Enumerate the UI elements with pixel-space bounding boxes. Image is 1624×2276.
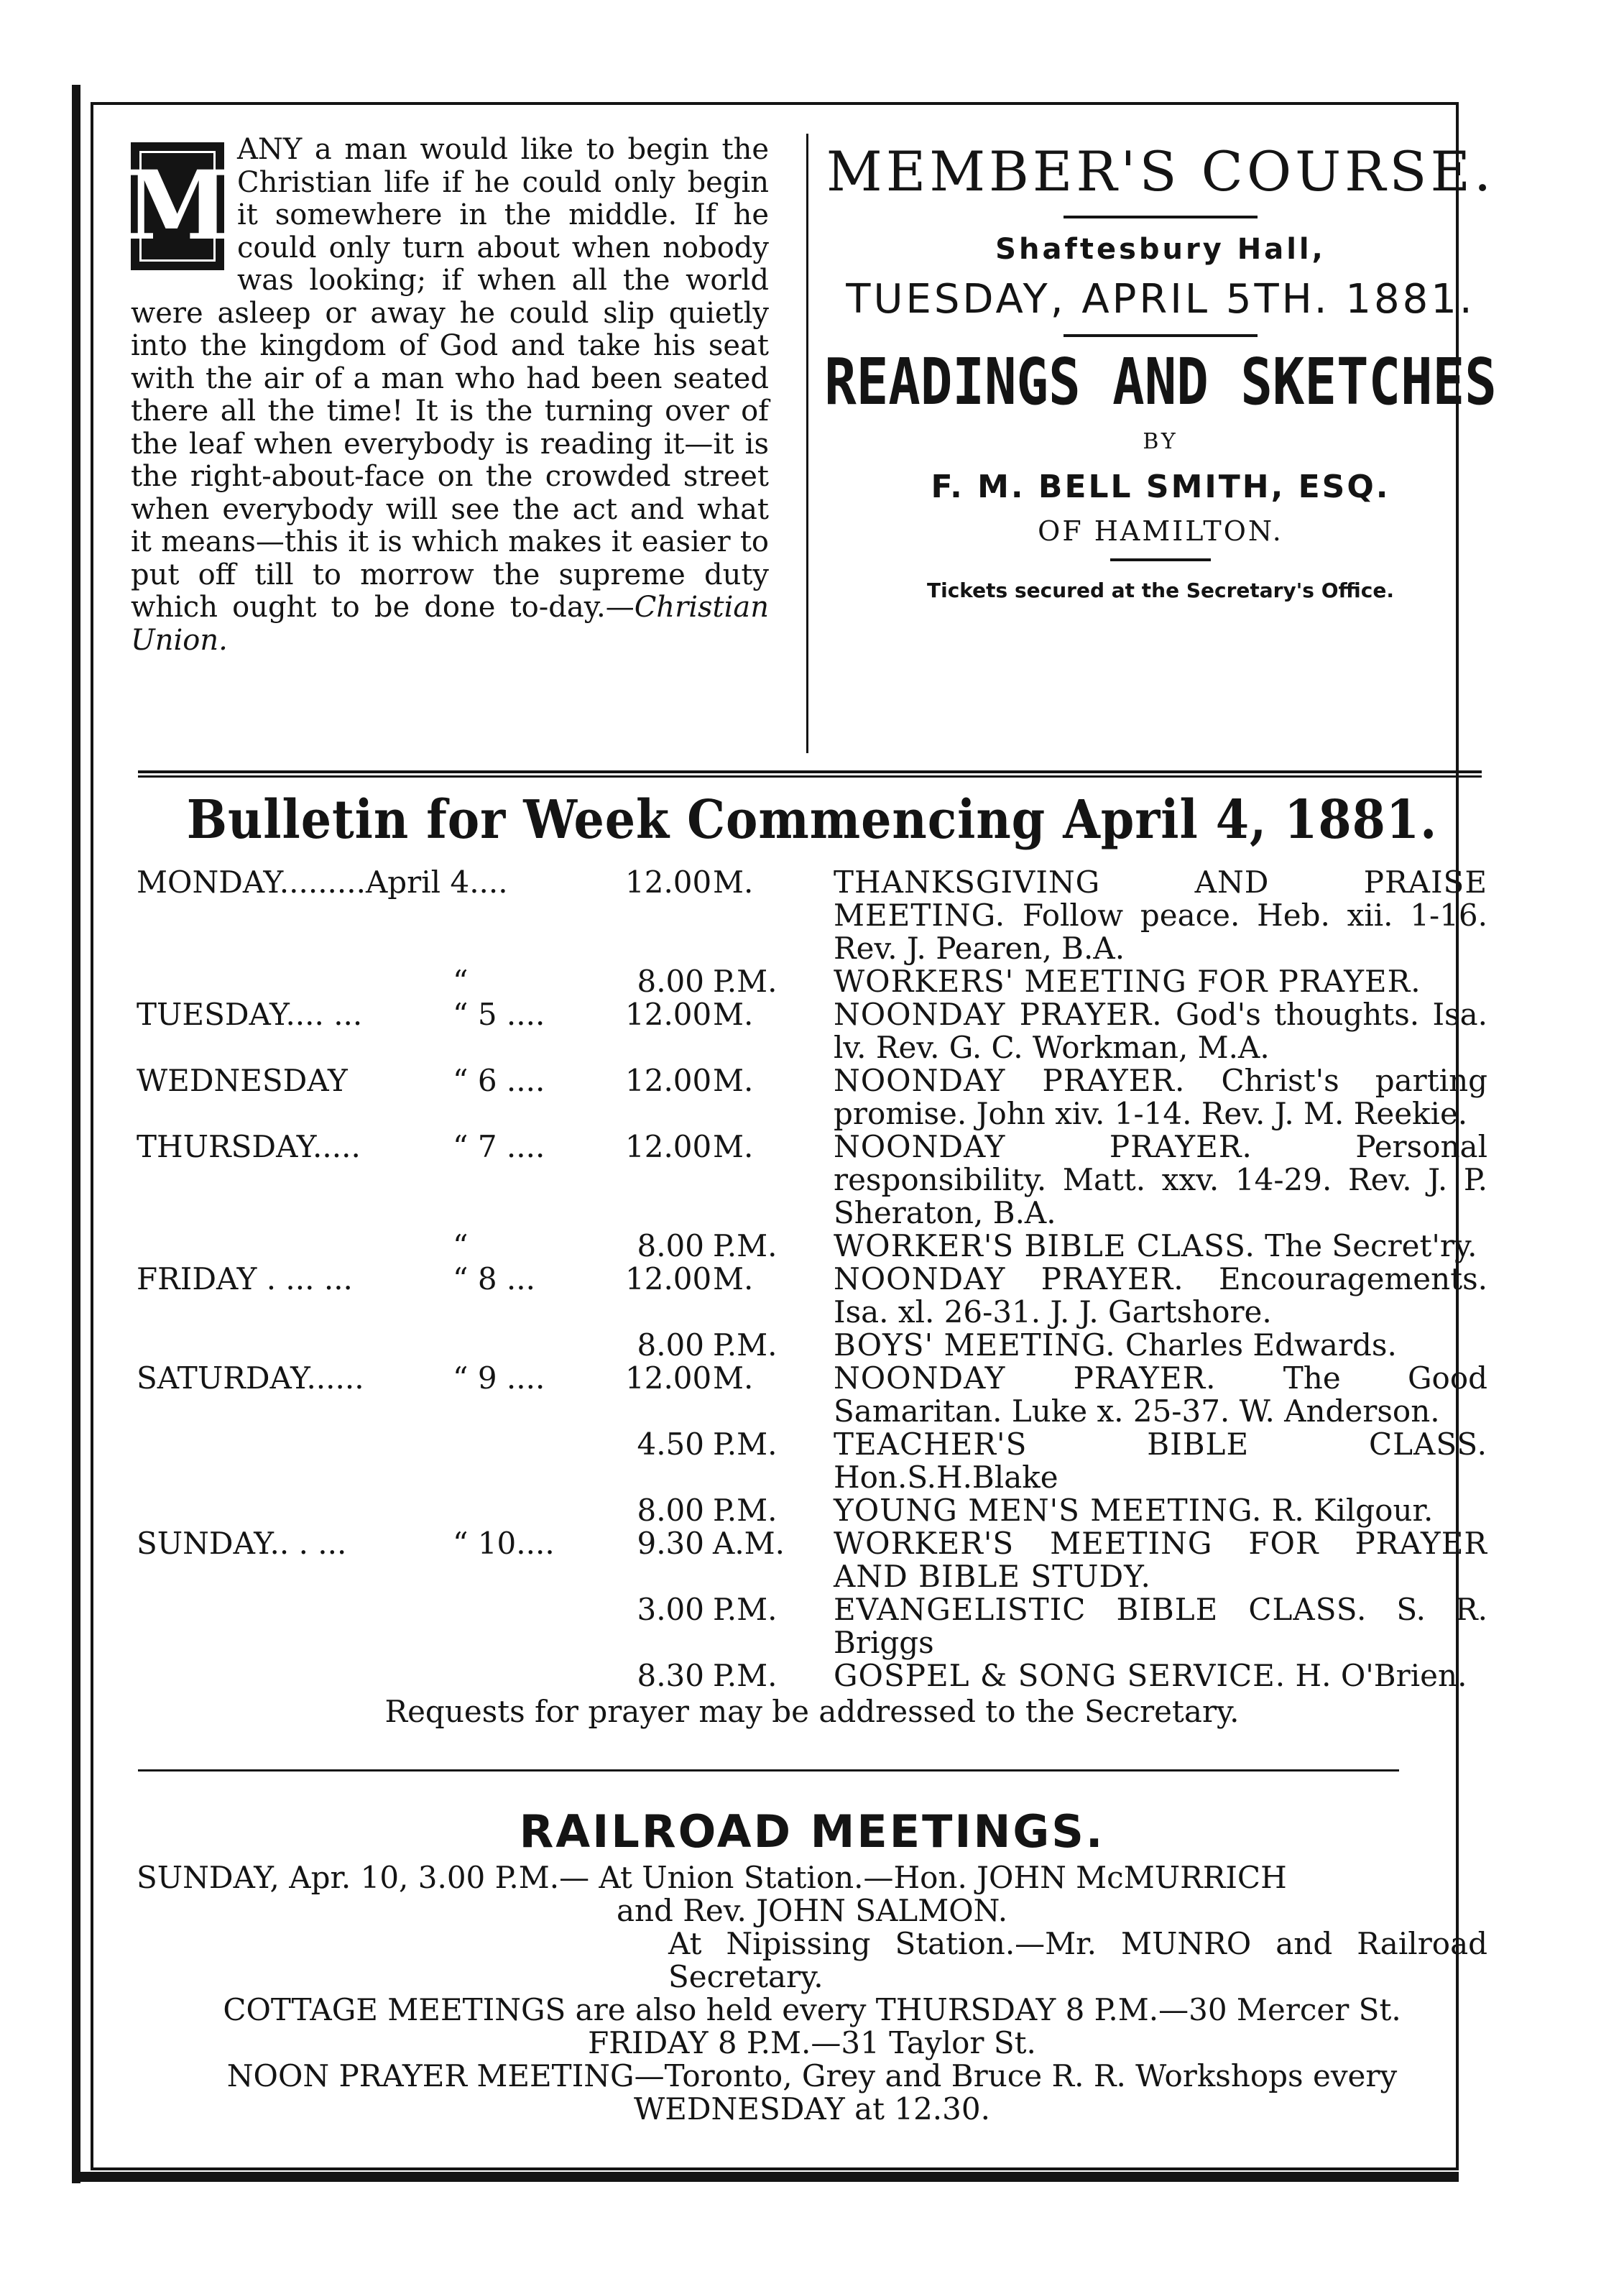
schedule-ditto: “ 6 .... <box>453 1063 545 1098</box>
event-title: GOSPEL & SONG SERVICE. <box>834 1658 1286 1693</box>
prayer-requests-note: Requests for prayer may be addressed to the Secretary. <box>384 1694 1240 1729</box>
schedule-ampm: M. <box>713 1360 754 1396</box>
initial-letter: M <box>124 150 231 262</box>
schedule-day: THURSDAY..... <box>137 1129 361 1164</box>
schedule-time <box>453 1263 941 1296</box>
schedule-row <box>137 1362 1487 1428</box>
cottage-meetings-line: COTTAGE MEETINGS are also held every THURSDAY 8 P.M.—30 Mercer St. <box>223 1992 1401 2027</box>
railroad-line: At Nipissing Station.—Mr. MUNRO and Railroad Secretary. <box>668 1926 1487 1994</box>
schedule-day: TUESDAY.... ... <box>137 997 363 1032</box>
schedule-row <box>137 1494 1487 1527</box>
column-divider <box>806 134 808 753</box>
schedule-ampm: P.M. <box>713 1658 778 1693</box>
schedule-ampm: M. <box>713 1063 754 1098</box>
event-title: WORKER'S MEETING FOR PRAYER AND BIBLE STUDY. <box>834 1526 1487 1594</box>
schedule-hour: 3.00 <box>637 1592 704 1627</box>
schedule-day: SATURDAY...... <box>137 1360 364 1396</box>
schedule-row <box>137 1064 1487 1130</box>
ornamental-initial <box>124 142 231 270</box>
event-detail: Personal responsibility. Matt. xxv. 14-29. Rev. J. P. Sheraton, B.A. <box>834 1129 1487 1230</box>
event-detail: Hon.S.H.Blake <box>834 1460 1058 1495</box>
schedule-row <box>137 1593 1487 1659</box>
railroad-line: and Rev. JOHN SALMON. <box>616 1893 1008 1928</box>
schedule-time <box>453 965 941 998</box>
schedule-time <box>453 1494 941 1527</box>
schedule-ditto: “ 7 .... <box>453 1129 545 1164</box>
schedule-hour: 12.00 <box>625 997 712 1032</box>
schedule-row <box>137 1428 1487 1494</box>
event-detail: S. R. Briggs <box>834 1592 1488 1660</box>
railroad-line: SUNDAY, Apr. 10, 3.00 P.M.— At Union Station.—Hon. JOHN McMURRICH <box>137 1860 1287 1895</box>
schedule-row <box>137 866 1487 965</box>
bulletin-schedule <box>137 866 1487 1728</box>
event-title: TEACHER'S BIBLE CLASS. <box>834 1427 1487 1462</box>
schedule-time <box>453 1527 941 1560</box>
advert-title: MEMBER'S COURSE. <box>826 139 1495 203</box>
event-detail: R. Kilgour. <box>1271 1493 1434 1528</box>
advert-date: TUESDAY, APRIL 5TH. 1881. <box>846 276 1475 323</box>
schedule-hour: 8.30 <box>637 1658 704 1693</box>
noon-prayer-line: WEDNESDAY at 12.30. <box>634 2091 990 2127</box>
schedule-ampm: P.M. <box>713 1427 778 1462</box>
advert-by: BY <box>1143 429 1178 454</box>
schedule-time <box>453 1362 941 1395</box>
schedule-row <box>137 1329 1487 1362</box>
schedule-ditto: “ 5 .... <box>453 997 545 1032</box>
schedule-row <box>137 1263 1487 1329</box>
schedule-day: FRIDAY . ... ... <box>137 1261 353 1296</box>
schedule-ditto: “ 8 ... <box>453 1261 535 1296</box>
bottom-border-bar <box>72 2172 1459 2182</box>
schedule-day: MONDAY.........April 4.... <box>137 865 508 900</box>
event-title: NOONDAY PRAYER. <box>834 997 1163 1032</box>
bulletin-title: Bulletin for Week Commencing April 4, 1881. <box>186 789 1438 851</box>
event-title: EVANGELISTIC BIBLE CLASS. <box>834 1592 1367 1627</box>
noon-prayer-line: NOON PRAYER MEETING—Toronto, Grey and Bruce R. R. Workshops every <box>226 2058 1398 2093</box>
schedule-time <box>453 998 941 1031</box>
schedule-ampm: P.M. <box>713 964 778 999</box>
event-title: WORKER'S BIBLE CLASS. <box>834 1228 1255 1263</box>
schedule-time <box>453 866 941 899</box>
schedule-hour: 4.50 <box>637 1427 704 1462</box>
double-rule <box>138 770 1482 778</box>
event-detail: Follow peace. Heb. xii. 1-16. Rev. J. Pearen, B.A. <box>834 898 1487 966</box>
essay-source: Christian Union. <box>131 591 769 657</box>
schedule-hour: 9.30 <box>637 1526 704 1561</box>
schedule-hour: 8.00 <box>637 1493 704 1528</box>
event-title: NOONDAY PRAYER. <box>834 1129 1252 1164</box>
schedule-ampm: M. <box>713 997 754 1032</box>
left-border-bar <box>72 85 80 2183</box>
railroad-title: RAILROAD MEETINGS. <box>519 1805 1105 1858</box>
advert-place: OF HAMILTON. <box>1038 515 1283 547</box>
short-rule <box>1064 216 1258 218</box>
schedule-hour: 12.00 <box>625 1129 712 1164</box>
schedule-ampm: P.M. <box>713 1493 778 1528</box>
schedule-ampm: M. <box>713 1129 754 1164</box>
schedule-ditto: “ 10.... <box>453 1526 555 1561</box>
railroad-meetings <box>137 1861 1487 2126</box>
advert-heading: READINGS AND SKETCHES <box>824 345 1497 420</box>
event-title: NOONDAY PRAYER. <box>834 1261 1184 1296</box>
event-title: THANKSGIVING AND PRAISE MEETING. <box>834 865 1487 933</box>
schedule-ditto: “ <box>453 1228 469 1263</box>
event-detail: The Good Samaritan. Luke x. 25-37. W. Anderson. <box>834 1360 1487 1429</box>
event-detail: The Secret'ry. <box>1265 1228 1477 1263</box>
schedule-row <box>137 965 1487 998</box>
advert-tickets: Tickets secured at the Secretary's Office. <box>927 579 1394 602</box>
short-rule <box>1110 558 1211 561</box>
schedule-time <box>453 1428 941 1461</box>
event-title: NOONDAY PRAYER. <box>834 1360 1217 1396</box>
essay-column <box>124 133 769 657</box>
schedule-time <box>453 1230 941 1263</box>
schedule-hour: 8.00 <box>637 1327 704 1363</box>
essay-text: ANY a man would like to begin the Christian life if he could only begin it somewhere in the middle. If he could only turn about when nobody was looking; if when all the world were asleep or away he could slip quietly into the kingdom of God and take his seat with the air of a man who had been seated there all the time! It is the turning over of the leaf when everybody is reading it—it is the right-about-face on the crowded street when everybody will see the act and what it means—this it is which makes it easier to put off till to morrow the supreme duty which ought to be done to-day.— <box>131 133 769 624</box>
schedule-ampm: P.M. <box>713 1228 778 1263</box>
schedule-row <box>137 1230 1487 1263</box>
schedule-hour: 12.00 <box>625 865 712 900</box>
top-section <box>115 134 1502 752</box>
schedule-time <box>453 1130 941 1164</box>
section-rule <box>138 1769 1399 1771</box>
event-detail: H. O'Brien. <box>1295 1658 1467 1693</box>
event-title: NOONDAY PRAYER. <box>834 1063 1186 1098</box>
cottage-meetings-line: FRIDAY 8 P.M.—31 Taylor St. <box>588 2025 1036 2060</box>
schedule-time <box>453 1329 941 1362</box>
schedule-ampm: M. <box>713 1261 754 1296</box>
schedule-ampm: A.M. <box>713 1526 785 1561</box>
event-title: YOUNG MEN'S MEETING. <box>834 1493 1263 1528</box>
members-course-advert <box>819 134 1502 602</box>
schedule-row <box>137 998 1487 1064</box>
schedule-time <box>453 1593 941 1626</box>
schedule-ampm: P.M. <box>713 1327 778 1363</box>
schedule-ampm: P.M. <box>713 1592 778 1627</box>
schedule-day: SUNDAY.. . ... <box>137 1526 347 1561</box>
event-detail: Encouragements. Isa. xl. 26-31. J. J. Gartshore. <box>834 1261 1487 1330</box>
schedule-row <box>137 1130 1487 1230</box>
event-detail: Charles Edwards. <box>1125 1327 1397 1363</box>
schedule-hour: 12.00 <box>625 1360 712 1396</box>
schedule-ampm: M. <box>713 865 754 900</box>
schedule-hour: 12.00 <box>625 1063 712 1098</box>
short-rule <box>1064 334 1258 337</box>
schedule-hour: 12.00 <box>625 1261 712 1296</box>
event-title: WORKERS' MEETING FOR PRAYER. <box>834 964 1421 999</box>
schedule-hour: 8.00 <box>637 964 704 999</box>
event-detail: God's thoughts. Isa. lv. Rev. G. C. Workman, M.A. <box>834 997 1487 1065</box>
schedule-ditto: “ <box>453 964 469 999</box>
advert-speaker: F. M. BELL SMITH, ESQ. <box>931 469 1390 505</box>
schedule-hour: 8.00 <box>637 1228 704 1263</box>
schedule-day: WEDNESDAY <box>137 1063 348 1098</box>
schedule-time <box>453 1659 941 1692</box>
schedule-row <box>137 1527 1487 1593</box>
schedule-row <box>137 1659 1487 1692</box>
event-title: BOYS' MEETING. <box>834 1327 1116 1363</box>
event-detail: Christ's parting promise. John xiv. 1-14. Rev. J. M. Reekie. <box>834 1063 1488 1131</box>
schedule-ditto: “ 9 .... <box>453 1360 545 1396</box>
schedule-time <box>453 1064 941 1097</box>
advert-hall: Shaftesbury Hall, <box>995 233 1326 266</box>
